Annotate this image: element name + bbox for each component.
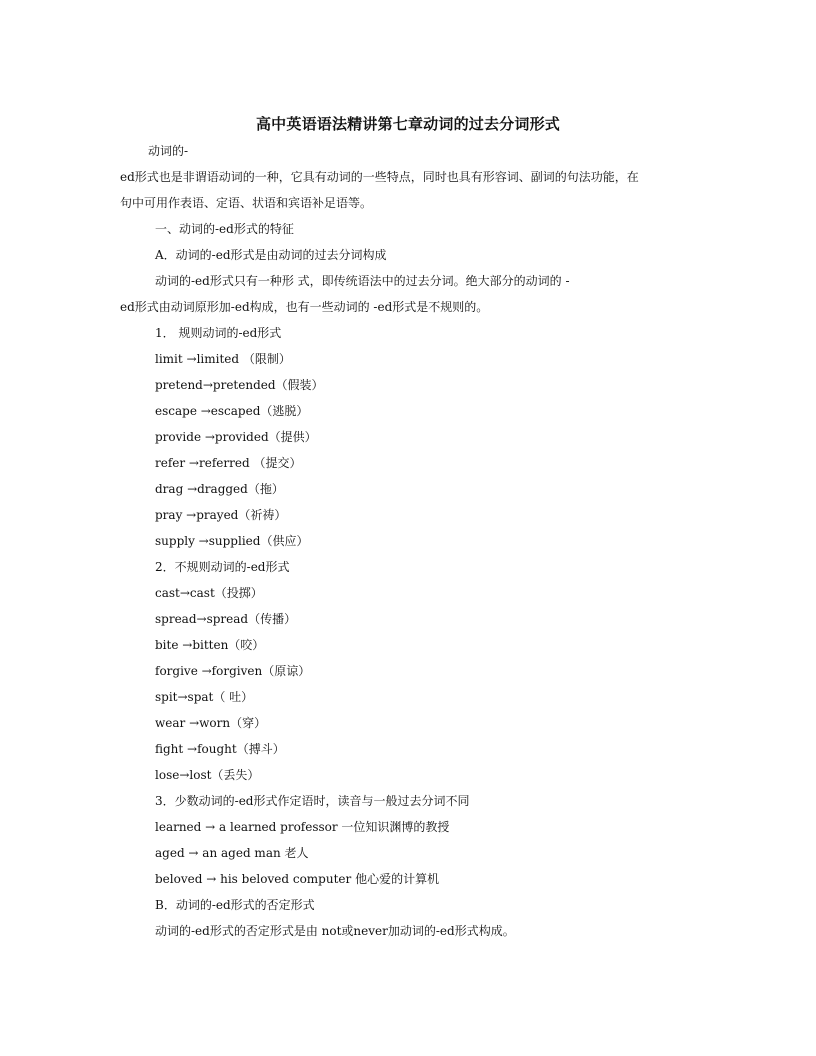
list-item: forgive →forgiven（原谅） (155, 664, 311, 678)
list-item: wear →worn（穿） (155, 716, 267, 730)
subsection-heading: A．动词的-ed形式是由动词的过去分词构成 (155, 248, 387, 262)
list-item: drag →dragged（拖） (155, 482, 284, 496)
list-item: escape →escaped（逃脱） (155, 404, 309, 418)
list-item: aged → an aged man 老人 (155, 846, 309, 860)
list-item: bite →bitten（咬） (155, 638, 265, 652)
list-item: beloved → his beloved computer 他心爱的计算机 (155, 872, 440, 886)
list-heading: 2．不规则动词的-ed形式 (155, 560, 290, 574)
list-item: learned → a learned professor 一位知识渊博的教授 (155, 820, 450, 834)
paragraph-line: 动词的-ed形式的否定形式是由 not或never加动词的-ed形式构成。 (155, 924, 515, 938)
paragraph-line: ed形式由动词原形加-ed构成，也有一些动词的 -ed形式是不规则的。 (120, 300, 489, 314)
list-item: supply →supplied（供应） (155, 534, 309, 548)
section-heading: 一、动词的-ed形式的特征 (155, 222, 294, 236)
list-item: limit →limited （限制） (155, 352, 291, 366)
list-heading: 3．少数动词的-ed形式作定语时，读音与一般过去分词不同 (155, 794, 470, 808)
paragraph-line: ed形式也是非谓语动词的一种，它具有动词的一些特点，同时也具有形容词、副词的句法功能，在 (120, 170, 639, 184)
list-item: fight →fought（搏斗） (155, 742, 285, 756)
paragraph-line: 动词的- (148, 144, 189, 158)
list-item: provide →provided（提供） (155, 430, 317, 444)
list-heading: 1． 规则动词的-ed形式 (155, 326, 282, 340)
paragraph-line: 动词的-ed形式只有一种形 式，即传统语法中的过去分词。绝大部分的动词的 - (155, 274, 570, 288)
list-item: pray →prayed（祈祷） (155, 508, 287, 522)
list-item: refer →referred （提交） (155, 456, 302, 470)
paragraph-line: 句中可用作表语、定语、状语和宾语补足语等。 (120, 196, 373, 210)
list-item: cast→cast（投掷） (155, 586, 263, 600)
subsection-heading: B．动词的-ed形式的否定形式 (155, 898, 315, 912)
list-item: pretend→pretended（假装） (155, 378, 324, 392)
page-title: 高中英语语法精讲第七章动词的过去分词形式 (255, 115, 560, 133)
list-item: spit→spat（ 吐） (155, 690, 254, 704)
list-item: lose→lost（丢失） (155, 768, 260, 782)
list-item: spread→spread（传播） (155, 612, 297, 626)
